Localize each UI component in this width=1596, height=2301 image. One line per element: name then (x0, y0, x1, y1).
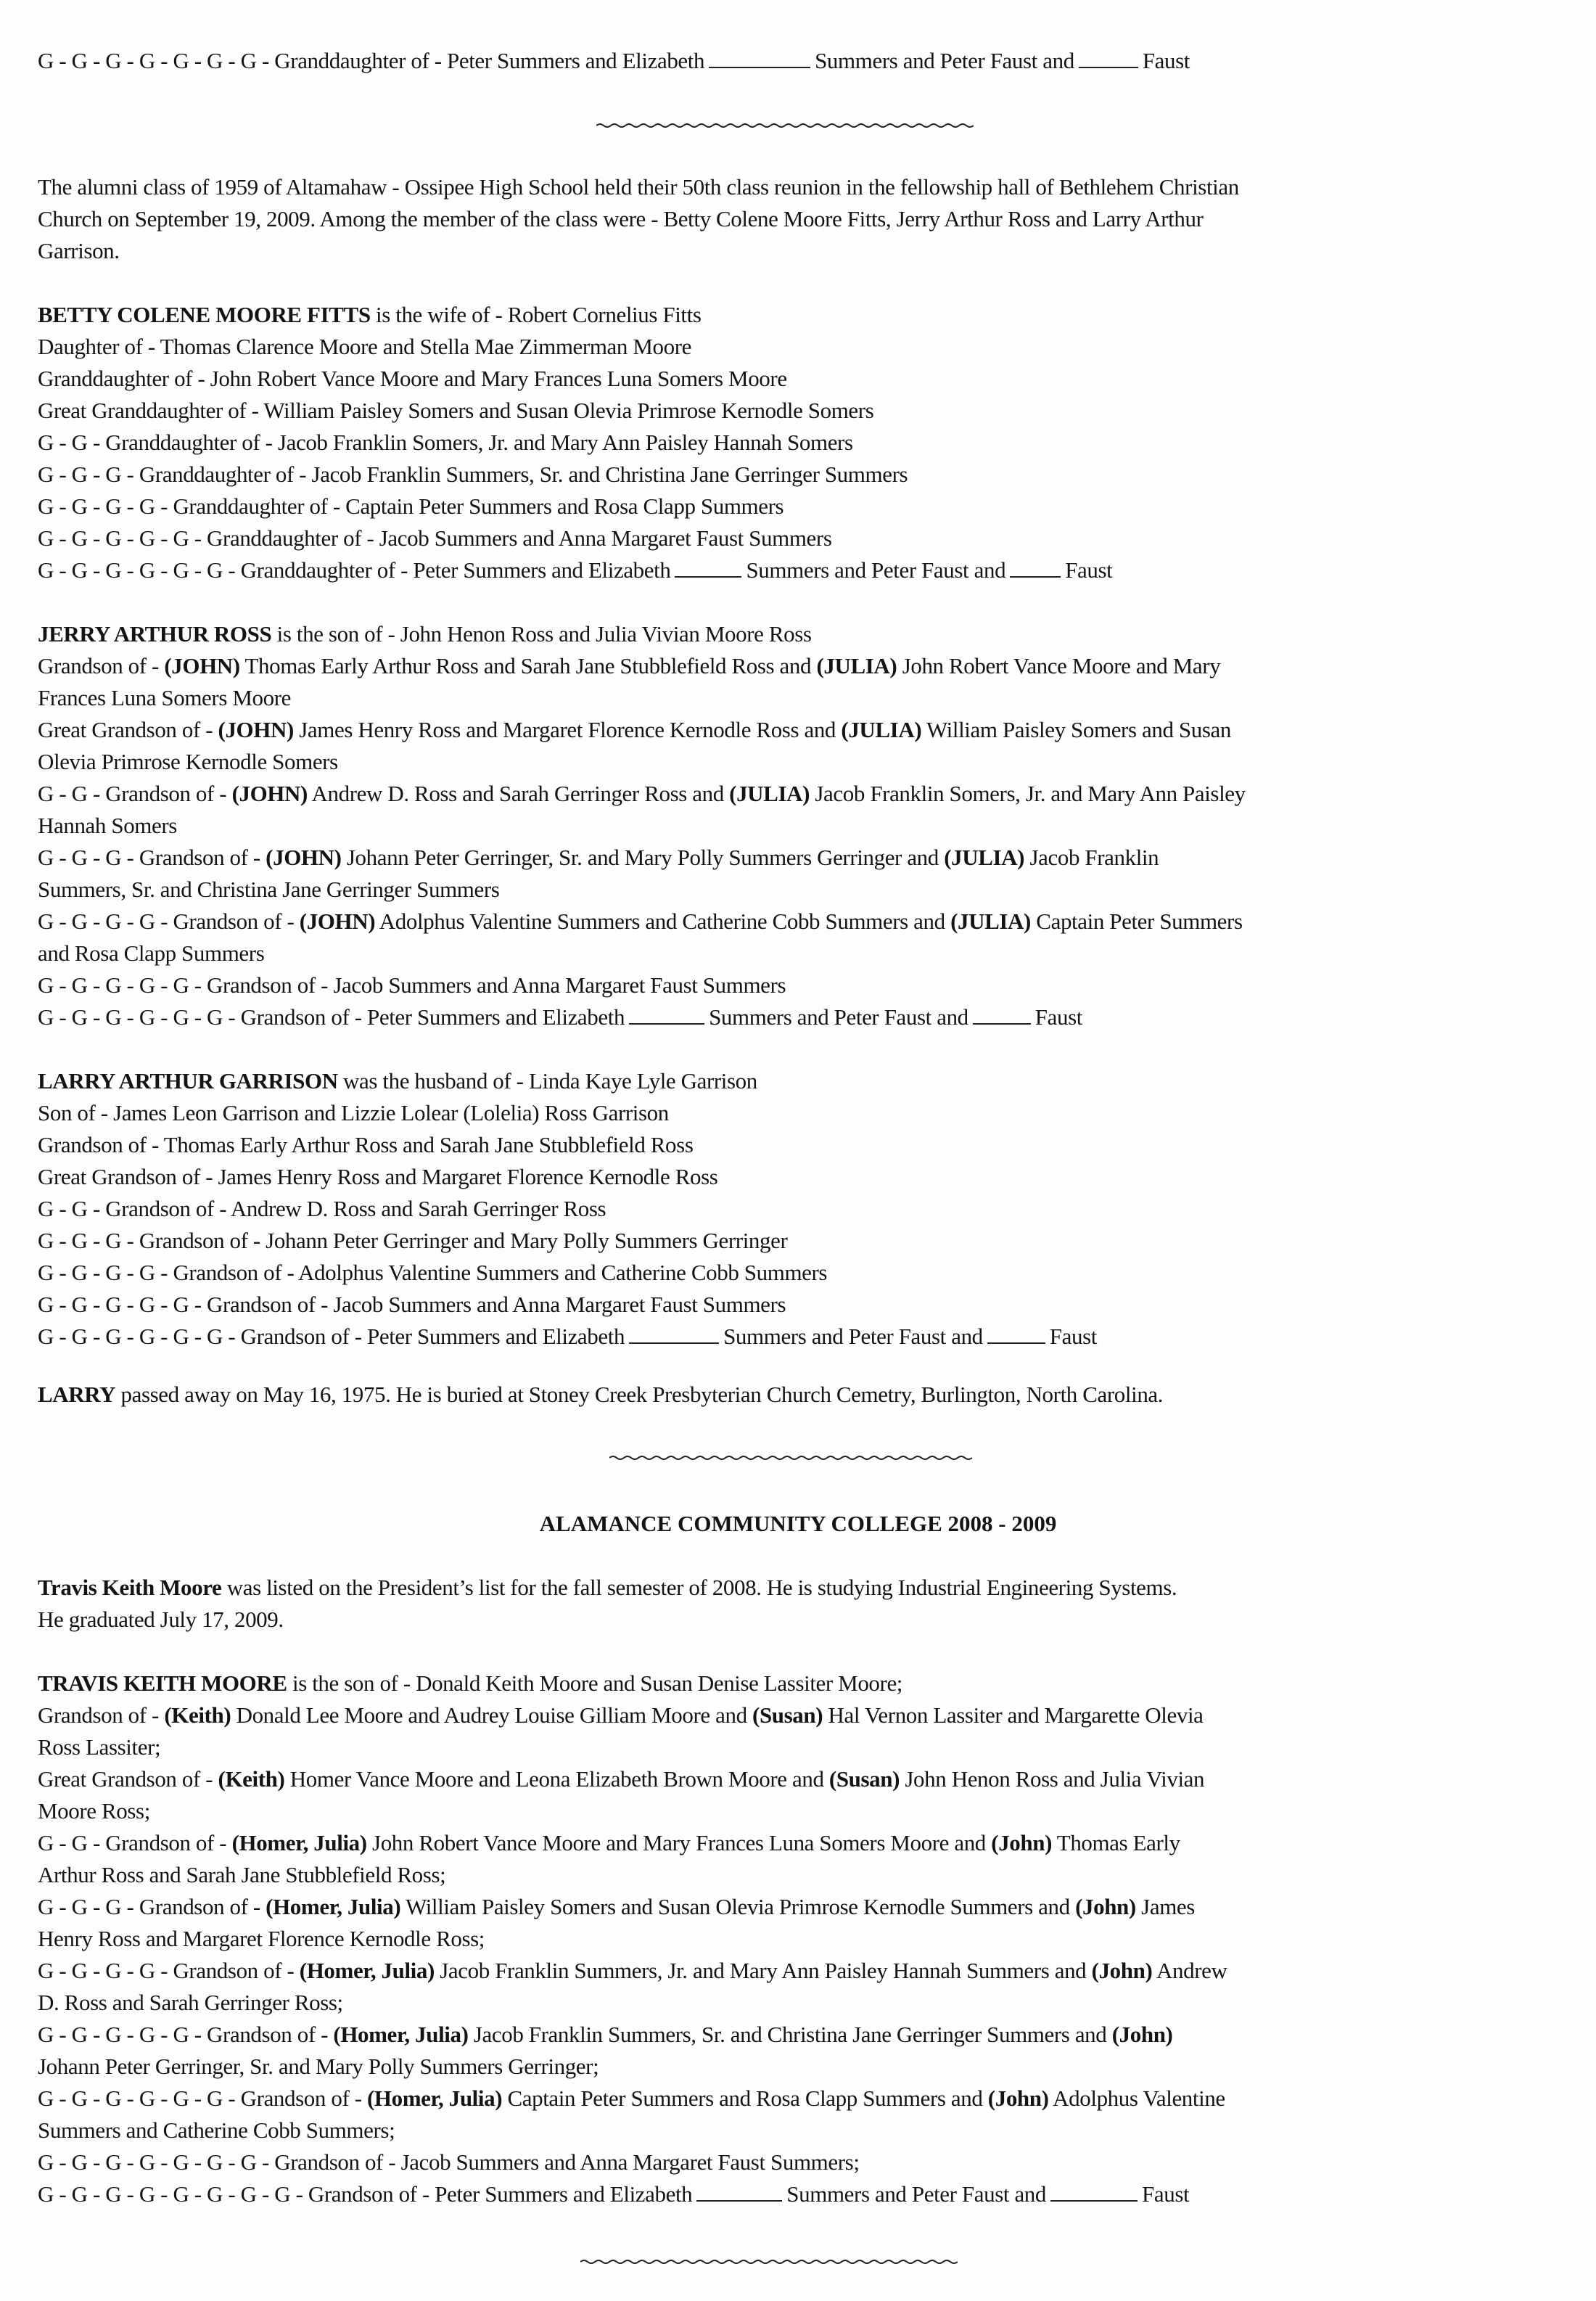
betty-line-2: Granddaughter of - John Robert Vance Moore and Mary Frances Luna Somers Moore (38, 366, 787, 391)
larry-line-2: Grandson of - Thomas Early Arthur Ross and Sarah Jane Stubblefield Ross (38, 1132, 694, 1157)
person-name: BETTY COLENE MOORE FITTS (38, 302, 371, 327)
relation-label: Great Grandson of - (38, 717, 218, 742)
lineage-key: (Susan) (828, 1766, 900, 1792)
larry-line-3: Great Grandson of - James Henry Ross and Margaret Florence Kernodle Ross (38, 1164, 718, 1189)
ancestor-names: Jacob Franklin Summers, Jr. and Mary Ann Paisley Hannah Summers and (434, 1958, 1092, 1983)
reunion-line-2: Church on September 19, 2009. Among the member of the class were - Betty Colene Moore Fitts, Jerry Arthur Ross and Larry Arthur (38, 206, 1204, 231)
travis-line-8: Henry Ross and Margaret Florence Kernodle Ross; (38, 1926, 485, 1951)
lineage-key: (John) (1075, 1894, 1136, 1919)
ancestor-names: Peter Summers and Elizabeth (447, 48, 705, 73)
jerry-line-3 (38, 714, 1231, 746)
jerry-line-6: Hannah Somers (38, 813, 177, 838)
ancestor-surname: Faust (1142, 2181, 1190, 2207)
lineage-key: (JOHN) (164, 653, 240, 678)
person-name: TRAVIS KEITH MOORE (38, 1670, 287, 1696)
lineage-key: (John) (1091, 1958, 1153, 1983)
betty-line-6: G - G - G - G - Granddaughter of - Captain Peter Summers and Rosa Clapp Summers (38, 493, 784, 519)
lineage-key: (JOHN) (218, 717, 294, 742)
blank-line (1050, 2183, 1138, 2202)
ancestor-surname: Faust (1034, 1004, 1082, 1030)
blank-line (675, 559, 741, 578)
blank-line (709, 49, 810, 68)
travis-line-15: G - G - G - G - G - G - G - Grandson of - Jacob Summers and Anna Margaret Faust Summers; (38, 2149, 860, 2175)
relation-label: Grandson of - (38, 653, 165, 678)
spouse-text: is the wife of - Robert Cornelius Fitts (370, 302, 702, 327)
travis-line-3 (38, 1763, 1204, 1795)
ancestor-names: John Robert Vance Moore and Mary Frances Luna Somers Moore and (366, 1830, 992, 1855)
ancestor-names: William Paisley Somers and Susan (921, 717, 1231, 742)
lineage-key: (Homer, Julia) (231, 1830, 367, 1855)
larry-intro (38, 1065, 757, 1097)
lineage-key: (Keith) (164, 1702, 231, 1728)
blank-line (1010, 559, 1061, 578)
parents-text: is the son of - Donald Keith Moore and Susan Denise Lassiter Moore; (287, 1670, 903, 1696)
larry-line-1: Son of - James Leon Garrison and Lizzie Lolear (Lolelia) Ross Garrison (38, 1100, 669, 1125)
jerry-line-10: and Rosa Clapp Summers (38, 940, 265, 966)
relation-label: G - G - G - G - Grandson of - (38, 1958, 300, 1983)
ancestor-names: Adolphus Valentine Summers and Catherine Cobb Summers and (375, 908, 951, 934)
ancestor-names: Thomas Early (1052, 1830, 1180, 1855)
burial-text: passed away on May 16, 1975. He is buried at Stoney Creek Presbyterian Church Cemetry, Burlington, North Carolina. (115, 1382, 1164, 1407)
travis-line-9 (38, 1955, 1227, 1987)
ancestor-names: Donald Lee Moore and Audrey Louise Gilliam Moore and (231, 1702, 753, 1728)
blank-line (1079, 49, 1138, 68)
ancestor-names: James (1135, 1894, 1195, 1919)
wavy-divider (609, 1454, 972, 1460)
larry-line-8 (38, 1321, 1097, 1353)
betty-intro (38, 299, 702, 331)
ancestor-names: G - G - G - G - G - G - G - G - Grandson of - Peter Summers and Elizabeth (38, 2181, 693, 2207)
lineage-key: (JOHN) (231, 781, 308, 806)
lineage-key: (Homer, Julia) (266, 1894, 401, 1919)
ancestor-surname: Faust (1049, 1324, 1097, 1349)
betty-line-5: G - G - G - Granddaughter of - Jacob Franklin Summers, Sr. and Christina Jane Gerringer Summers (38, 462, 908, 487)
parents-text: is the son of - John Henon Ross and Julia Vivian Moore Ross (271, 621, 812, 647)
ancestor-names: James Henry Ross and Margaret Florence Kernodle Ross and (293, 717, 842, 742)
person-name: LARRY ARTHUR GARRISON (38, 1068, 338, 1094)
jerry-line-5 (38, 778, 1246, 810)
travis-line-10: D. Ross and Sarah Gerringer Ross; (38, 1990, 343, 2015)
blank-line (973, 1006, 1031, 1025)
larry-line-7: G - G - G - G - G - Grandson of - Jacob Summers and Anna Margaret Faust Summers (38, 1292, 786, 1317)
larry-death-note (38, 1379, 1163, 1411)
relation-label: G - G - Grandson of - (38, 1830, 232, 1855)
lineage-key: (JULIA) (944, 845, 1025, 870)
jerry-line-9 (38, 906, 1243, 938)
travis-line-4: Moore Ross; (38, 1798, 150, 1824)
lineage-key: (John) (1111, 2022, 1173, 2047)
blank-line (696, 2183, 782, 2202)
lineage-key: (JULIA) (729, 781, 810, 806)
ancestor-names: Adolphus Valentine (1048, 2085, 1225, 2111)
ancestor-names: G - G - G - G - G - G - Granddaughter of - Peter Summers and Elizabeth (38, 557, 671, 583)
lineage-key: (JULIA) (841, 717, 922, 742)
ancestor-names: John Henon Ross and Julia Vivian (900, 1766, 1205, 1792)
travis-line-6: Arthur Ross and Sarah Jane Stubblefield Ross; (38, 1862, 446, 1887)
lineage-key: (JULIA) (816, 653, 897, 678)
travis-line-12: Johann Peter Gerringer, Sr. and Mary Polly Summers Gerringer; (38, 2054, 599, 2079)
blank-line (629, 1006, 704, 1025)
larry-line-4: G - G - Grandson of - Andrew D. Ross and Sarah Gerringer Ross (38, 1196, 606, 1221)
relation-label: Great Grandson of - (38, 1766, 218, 1792)
ancestor-names: Summers and Peter Faust and (786, 2181, 1047, 2207)
lineage-key: (Susan) (752, 1702, 823, 1728)
ancestor-names: Andrew (1152, 1958, 1227, 1983)
travis-intro (38, 1668, 902, 1699)
ancestor-names: Summers and Peter Faust and (746, 557, 1006, 583)
ancestor-names: Captain Peter Summers (1030, 908, 1243, 934)
ancestor-names: Hal Vernon Lassiter and Margarette Olevia (823, 1702, 1204, 1728)
betty-line-8 (38, 554, 1112, 586)
wavy-divider (596, 122, 974, 128)
blank-line (629, 1325, 719, 1344)
ancestor-names: G - G - G - G - G - G - Grandson of - Peter Summers and Elizabeth (38, 1004, 625, 1030)
relation-label: G - G - G - Grandson of - (38, 845, 266, 870)
lineage-key: (Homer, Julia) (367, 2085, 503, 2111)
relation-label: G - G - G - G - Grandson of - (38, 908, 300, 934)
lineage-key: (JULIA) (950, 908, 1031, 934)
reunion-line-1: The alumni class of 1959 of Altamahaw - Ossipee High School held their 50th class reunion in the fellowship hall of Bethlehem Christian (38, 174, 1239, 200)
blank-line (987, 1325, 1045, 1344)
travis-line-16 (38, 2178, 1189, 2210)
lineage-key: (John) (987, 2085, 1049, 2111)
travis-line-1 (38, 1699, 1204, 1731)
ancestor-names: William Paisley Somers and Susan Olevia Primrose Kernodle Summers and (400, 1894, 1076, 1919)
jerry-line-4: Olevia Primrose Kernodle Somers (38, 749, 338, 774)
travis-line-5 (38, 1827, 1180, 1859)
person-name: Travis Keith Moore (38, 1575, 222, 1600)
ancestor-surname: Faust (1142, 48, 1190, 73)
section-heading: ALAMANCE COMMUNITY COLLEGE 2008 - 2009 (539, 1511, 1057, 1536)
jerry-line-2: Frances Luna Somers Moore (38, 685, 291, 710)
travis-line-11 (38, 2019, 1172, 2051)
jerry-line-11: G - G - G - G - G - Grandson of - Jacob Summers and Anna Margaret Faust Summers (38, 972, 786, 998)
jerry-intro (38, 618, 812, 650)
lineage-key: (John) (991, 1830, 1052, 1855)
ancestor-surname: Faust (1065, 557, 1113, 583)
ancestor-names: Thomas Early Arthur Ross and Sarah Jane Stubblefield Ross and (239, 653, 817, 678)
betty-line-4: G - G - Granddaughter of - Jacob Franklin Somers, Jr. and Mary Ann Paisley Hannah Somers (38, 430, 853, 455)
reunion-line-3: Garrison. (38, 238, 120, 263)
ancestor-names: Jacob Franklin Somers, Jr. and Mary Ann Paisley (810, 781, 1246, 806)
spouse-text: was the husband of - Linda Kaye Lyle Garrison (337, 1068, 757, 1094)
generation-prefix: G - G - G - G - G - G - G - (38, 48, 275, 73)
relation-label: G - G - G - Grandson of - (38, 1894, 266, 1919)
ancestor-names: Summers and Peter Faust and (815, 48, 1074, 73)
ancestor-names: John Robert Vance Moore and Mary (897, 653, 1221, 678)
travis-line-13 (38, 2083, 1225, 2115)
person-name: JERRY ARTHUR ROSS (38, 621, 272, 647)
larry-line-5: G - G - G - Grandson of - Johann Peter Gerringer and Mary Polly Summers Gerringer (38, 1228, 788, 1253)
jerry-line-8: Summers, Sr. and Christina Jane Gerringer Summers (38, 877, 500, 902)
larry-line-6: G - G - G - G - Grandson of - Adolphus Valentine Summers and Catherine Cobb Summers (38, 1260, 828, 1285)
relation-label: G - G - Grandson of - (38, 781, 232, 806)
ancestor-names: Johann Peter Gerringer, Sr. and Mary Polly Summers Gerringer and (341, 845, 945, 870)
ancestor-names: Captain Peter Summers and Rosa Clapp Summers and (502, 2085, 988, 2111)
acc-paragraph-line-1 (38, 1572, 1177, 1604)
jerry-line-12 (38, 1001, 1082, 1033)
person-name: LARRY (38, 1382, 116, 1407)
ancestor-names: Homer Vance Moore and Leona Elizabeth Brown Moore and (284, 1766, 829, 1792)
ancestor-names: Jacob Franklin Summers, Sr. and Christina Jane Gerringer Summers and (468, 2022, 1112, 2047)
jerry-line-7 (38, 842, 1159, 874)
relation-label: Grandson of - (38, 1702, 165, 1728)
lineage-key: (JOHN) (299, 908, 376, 934)
ancestor-names: Jacob Franklin (1024, 845, 1159, 870)
travis-line-14: Summers and Catherine Cobb Summers; (38, 2117, 395, 2143)
lineage-key: (Homer, Julia) (333, 2022, 469, 2047)
ancestor-names: Andrew D. Ross and Sarah Gerringer Ross and (307, 781, 730, 806)
ancestor-names: Summers and Peter Faust and (709, 1004, 968, 1030)
jerry-line-1 (38, 650, 1220, 682)
betty-line-7: G - G - G - G - G - Granddaughter of - Jacob Summers and Anna Margaret Faust Summers (38, 525, 832, 551)
betty-line-3: Great Granddaughter of - William Paisley Somers and Susan Olevia Primrose Kernodle Somers (38, 398, 874, 423)
ancestor-names: G - G - G - G - G - G - Grandson of - Peter Summers and Elizabeth (38, 1324, 625, 1349)
relation-label: G - G - G - G - G - G - Grandson of - (38, 2085, 367, 2111)
relation-label: G - G - G - G - G - Grandson of - (38, 2022, 334, 2047)
lineage-key: (JOHN) (266, 845, 342, 870)
betty-line-1: Daughter of - Thomas Clarence Moore and Stella Mae Zimmerman Moore (38, 334, 692, 359)
lineage-key: (Keith) (218, 1766, 285, 1792)
acc-paragraph-line-2: He graduated July 17, 2009. (38, 1607, 284, 1632)
honor-text: was listed on the President’s list for the fall semester of 2008. He is studying Industrial Engineering Systems. (221, 1575, 1177, 1600)
lineage-key: (Homer, Julia) (299, 1958, 435, 1983)
travis-line-7 (38, 1891, 1195, 1923)
ancestor-names: Summers and Peter Faust and (723, 1324, 983, 1349)
relation-label: Granddaughter of - (274, 48, 448, 73)
top-lineage-line (38, 45, 1190, 77)
wavy-divider (580, 2258, 958, 2264)
travis-line-2: Ross Lassiter; (38, 1734, 161, 1760)
